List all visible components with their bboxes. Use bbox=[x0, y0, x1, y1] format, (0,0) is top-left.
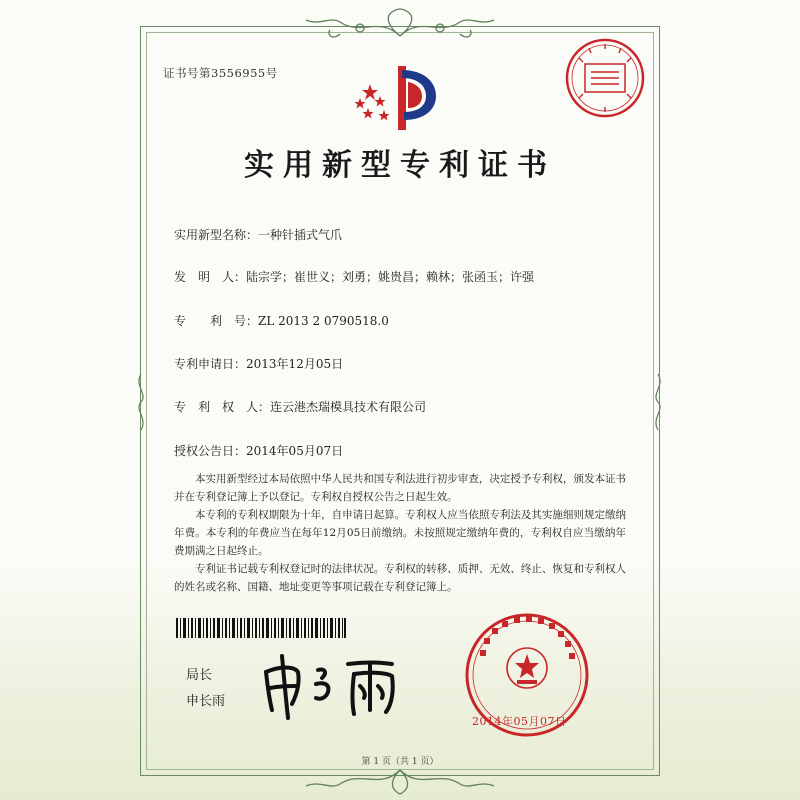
patent-office-logo-icon bbox=[352, 62, 456, 132]
field-application-date bbox=[174, 355, 343, 372]
field-value: ZL 2013 2 0790518.0 bbox=[258, 314, 389, 328]
field-value: 连云港杰瑞模具技术有限公司 bbox=[270, 400, 427, 414]
left-ornament-icon bbox=[132, 372, 150, 432]
director-name: 申长雨 bbox=[186, 694, 226, 709]
field-label: 专利申请日： bbox=[174, 357, 247, 371]
right-ornament-icon bbox=[649, 372, 667, 432]
top-ornament-icon bbox=[300, 6, 500, 46]
bottom-ornament-icon bbox=[300, 762, 500, 798]
signature-icon bbox=[258, 650, 418, 720]
field-value: 2014年05月07日 bbox=[246, 444, 344, 458]
field-value: 2013年12月05日 bbox=[246, 357, 344, 371]
page-number: 第 1 页（共 1 页） bbox=[361, 757, 439, 767]
body-paragraph: 本专利的专利权期限为十年，自申请日起算。专利权人应当依照专利法及其实施细则规定缴纳年费。本专利的年费应当在每年12月05日前缴纳。未按照规定缴纳年费的，专利权自应当缴纳年费期满之日起终止。 bbox=[174, 509, 626, 557]
field-inventors bbox=[174, 268, 534, 285]
field-label: 授权公告日： bbox=[174, 444, 247, 458]
seal-date: 2014年05月07日 bbox=[472, 715, 567, 728]
certificate-number: 证书号第3556955号 bbox=[163, 66, 278, 80]
printing-seal-icon bbox=[563, 36, 647, 120]
field-grant-date bbox=[174, 442, 343, 459]
field-value: 陆宗学；崔世义；刘勇；姚贵昌；赖林；张函玉；许强 bbox=[246, 270, 535, 284]
field-label: 发 明 人： bbox=[174, 270, 247, 284]
field-patent-number bbox=[174, 312, 389, 329]
field-label: 实用新型名称： bbox=[174, 228, 259, 242]
certificate-body bbox=[174, 470, 626, 596]
field-utility-model-name bbox=[174, 226, 342, 243]
certificate-title: 实用新型专利证书 bbox=[244, 148, 556, 183]
field-value: 一种针插式气爪 bbox=[258, 228, 343, 242]
field-label: 专 利 权 人： bbox=[174, 400, 271, 414]
field-patentee bbox=[174, 398, 426, 415]
body-paragraph: 本实用新型经过本局依照中华人民共和国专利法进行初步审查，决定授予专利权，颁发本证书并在专利登记簿上予以登记。专利权自授权公告之日起生效。 bbox=[174, 473, 626, 503]
director-title: 局长 bbox=[186, 668, 213, 683]
field-label: 专 利 号： bbox=[174, 314, 259, 328]
body-paragraph: 专利证书记载专利权登记时的法律状况。专利权的转移、质押、无效、终止、恢复和专利权人的姓名或名称、国籍、地址变更等事项记载在专利登记簿上。 bbox=[174, 563, 626, 593]
barcode-icon bbox=[176, 618, 346, 638]
